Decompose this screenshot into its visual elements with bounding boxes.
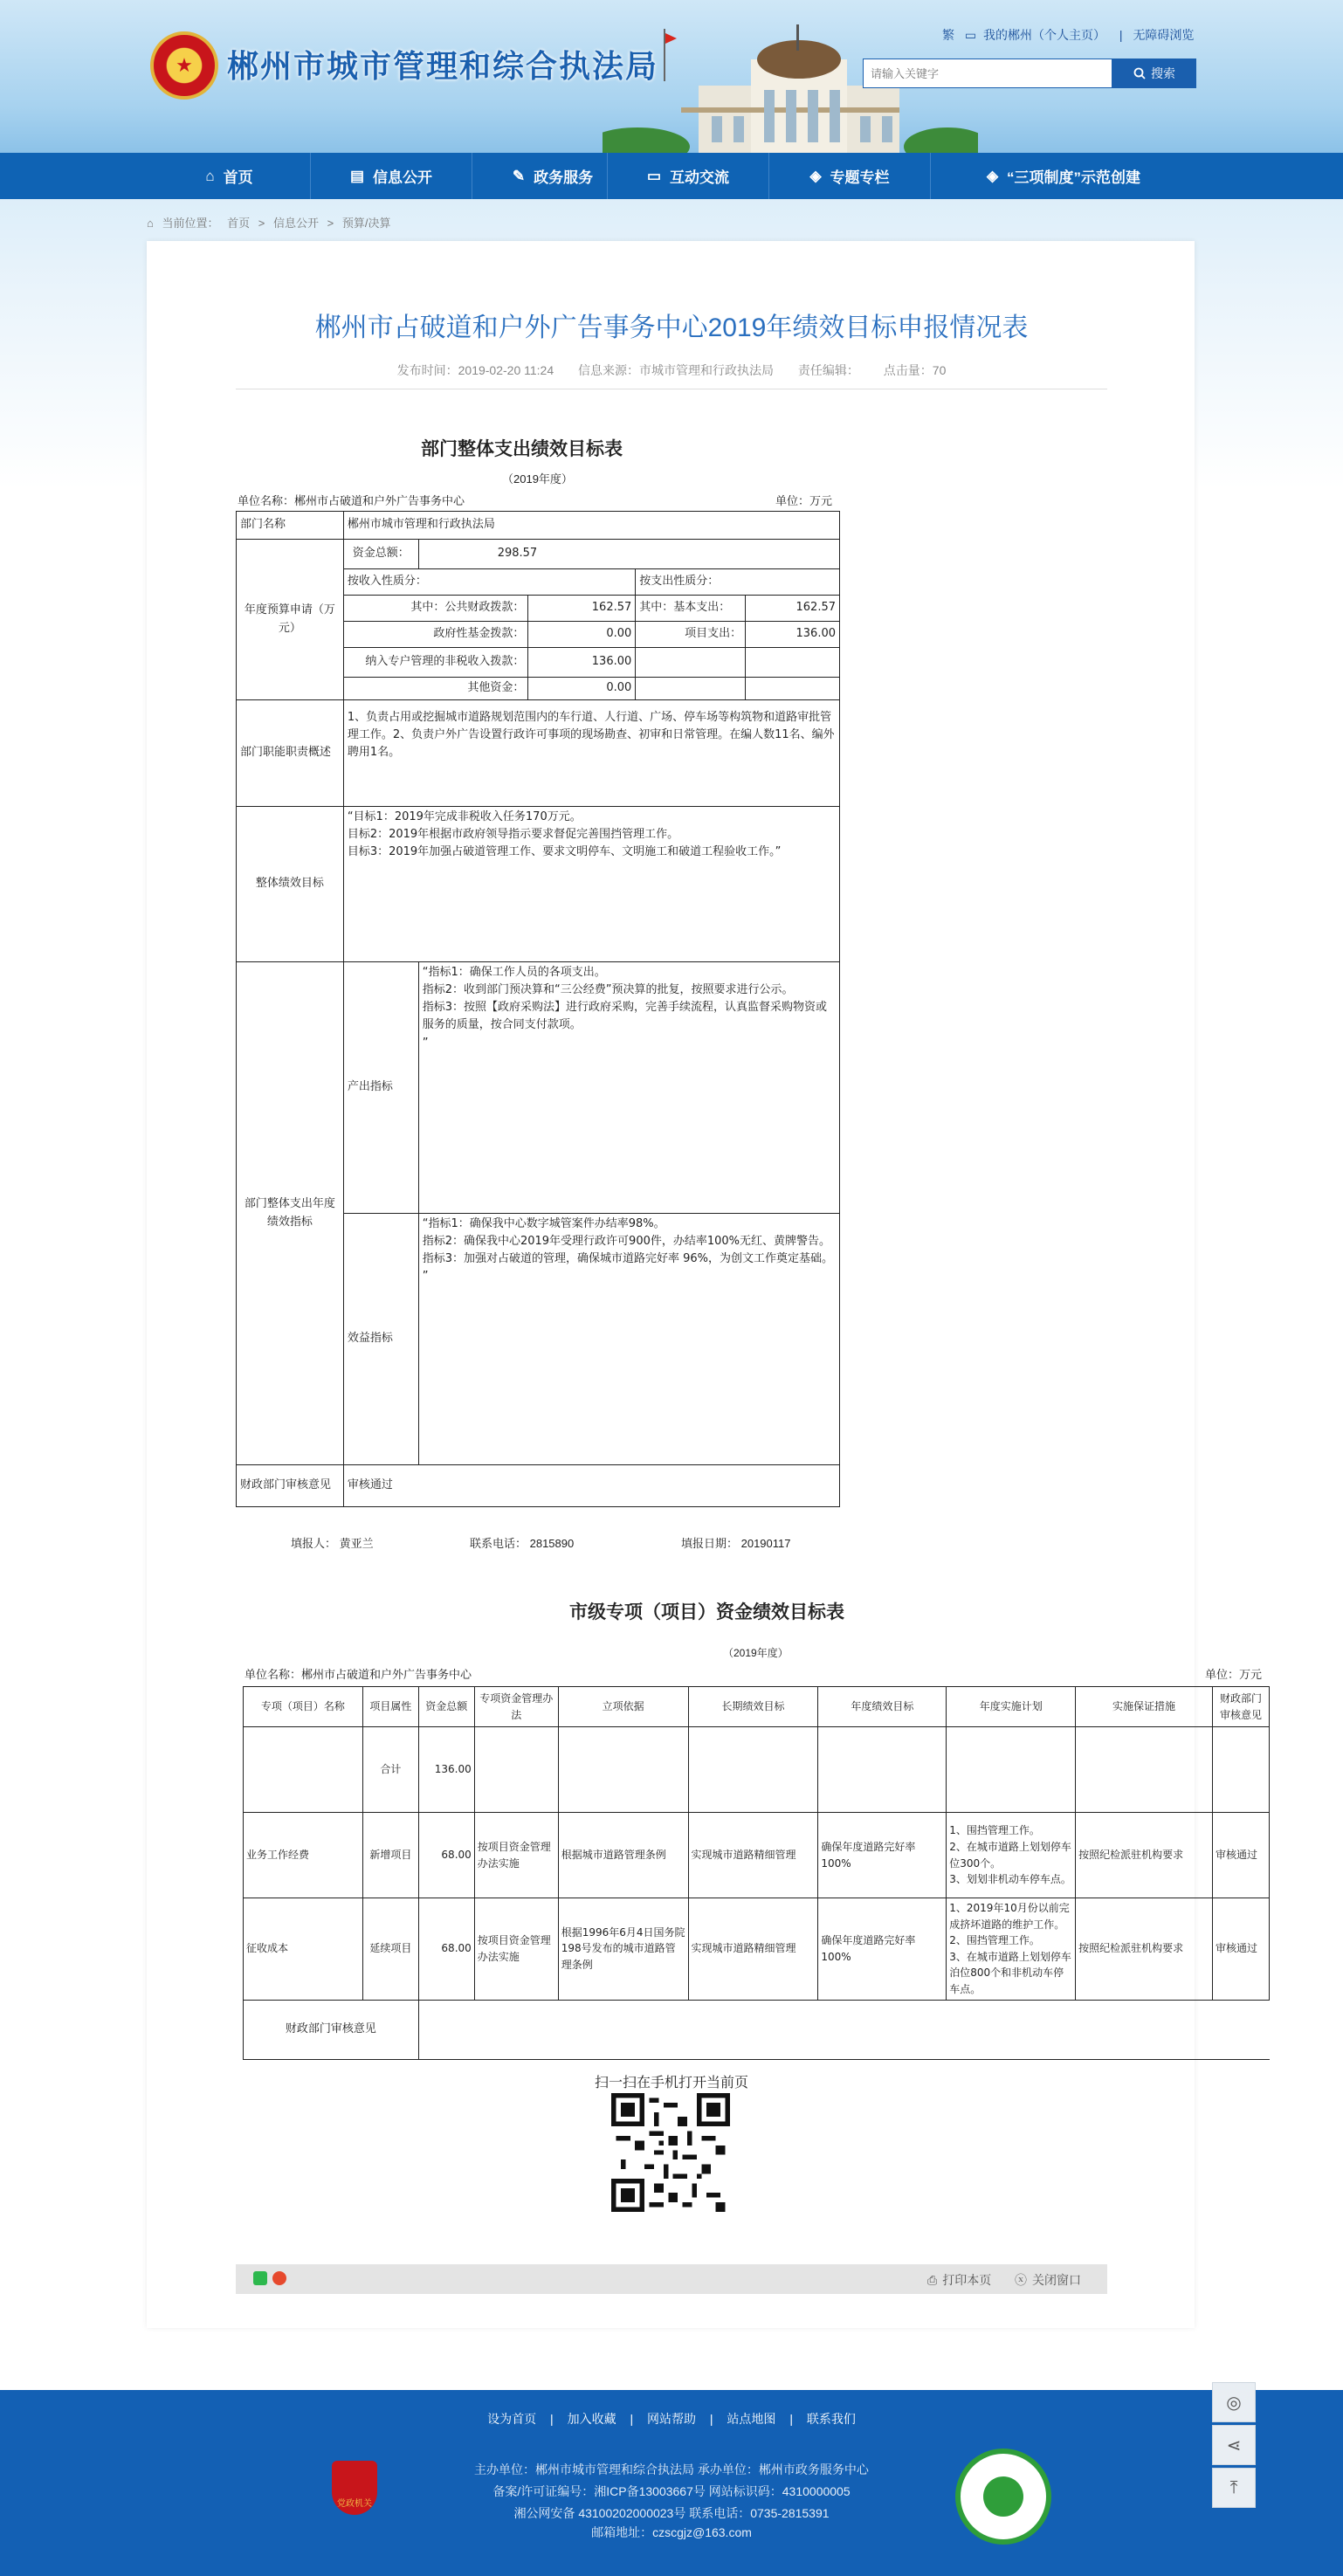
table2-unit-name: 单位名称：郴州市占破道和户外广告事务中心 [244,1668,472,1681]
footer-icp: 备案/许可证编号：湘ICP备13003667号 网站标识码：4310000005 [492,2484,851,2498]
col-header: 实施保证措施 [1076,1687,1213,1727]
project-amount: 68.00 [418,1898,474,2001]
national-emblem-icon: ★ [150,31,218,100]
col-header: 专项资金管理办法 [474,1687,558,1727]
output-text: “指标1：确保工作人员的各项支出。 指标2：收到部门预决算和“三公经费”预决算的批复，按照要求进行公示。 指标3：按照【政府采购法】进行政府采购，完善手续流程，认真监督采购物资或服务的质量，按合同支付款项。 ” [418,962,839,1214]
search-input[interactable] [871,59,1106,87]
contact-link[interactable]: 联系我们 [806,2412,856,2426]
project-basis: 根据城市道路管理条例 [558,1813,688,1898]
site-header [0,0,1343,153]
search-button[interactable] [1112,59,1196,88]
project-basis: 根据1996年6月4日国务院198号发布的城市道路管理条例 [558,1898,688,2001]
col-header: 长期绩效目标 [688,1687,818,1727]
print-label: 打印本页 [942,2273,992,2287]
project-plan: 1、2019年10月份以前完成挤坏道路的维护工作。 2、围挡管理工作。 3、在城市道路上划划停车泊位800个和非机动车停车点。 [947,1898,1076,2001]
table1-title: 部门整体支出绩效目标表 [421,437,623,459]
project-year-goal: 确保年度道路完好率100% [818,1898,947,2001]
basic-label: 其中：基本支出： [636,596,746,622]
close-window-button[interactable] [1015,2271,1081,2289]
project-method: 按项目资金管理办法实施 [474,1813,558,1898]
table-cell [418,2000,1269,2059]
weibo-share-icon[interactable] [272,2271,286,2285]
total-row-label: 合计 [362,1727,418,1813]
by-expense-label: 按支出性质分： [636,569,840,596]
nav-item-info[interactable] [310,153,472,199]
table-cell [1212,1727,1269,1813]
nav-label: 首页 [223,169,253,186]
nav-label: “三项制度”示范创建 [1007,169,1141,186]
project-long-goal: 实现城市道路精细管理 [688,1898,818,2001]
project-label: 项目支出： [636,622,746,648]
total-row-value: 136.00 [418,1727,474,1813]
project-fund-table [243,1686,1270,2060]
benefit-text: “指标1：确保我中心数字城管案件办结率98%。 指标2：确保我中心2019年受理行政许可900件，办结率100%无红、黄牌警告。 指标3：加强对占破道的管理，确保城市道路完好率 96%，为创文工作奠定基础。 ” [418,1214,839,1465]
project-long-goal: 实现城市道路精细管理 [688,1813,818,1898]
budget-label: 年度预算申请（万元） [237,540,344,700]
close-label: 关闭窗口 [1032,2273,1081,2287]
duty-text: 1、负责占用或挖掘城市道路规划范围内的车行道、人行道、广场、停车场等构筑物和道路审批管理工作。2、负责户外广告设置行政许可事项的现场勘查、初审和日常管理。在编人数11名、编外聘用1名。 [343,700,839,807]
view-count: 点击量：70 [883,363,947,377]
table-cell [244,1727,363,1813]
col-header: 专项（项目）名称 [244,1687,363,1727]
project-attr: 新增项目 [362,1813,418,1898]
stack-icon: ◈ [986,167,999,184]
other-value: 0.00 [528,678,636,700]
other-label: 其他资金： [343,678,528,700]
table-cell [474,1727,558,1813]
table2-title: 市级专项（项目）资金绩效目标表 [569,1601,844,1622]
share-float-button[interactable] [1212,2425,1256,2465]
fiscal-value: 162.57 [528,596,636,622]
article-meta [0,362,1343,379]
breadcrumb-separator: > [327,217,334,230]
breadcrumb-separator: > [258,217,265,230]
footer-police: 湘公网安备 43100202000023号 联系电话：0735-2815391 [513,2506,830,2520]
info-source: 信息来源：市城市管理和行政执法局 [578,363,775,377]
wechat-float-button[interactable] [1212,2382,1256,2422]
fiscal-label: 其中：公共财政拨款： [343,596,528,622]
table1-year: （2019年度） [502,472,573,486]
add-favorite-link[interactable]: 加入收藏 [567,2412,616,2426]
project-review: 审核通过 [1212,1898,1269,2001]
total-label: 资金总额： [343,540,418,569]
table2-year: （2019年度） [723,1647,789,1659]
accessibility-link[interactable]: 无障碍浏览 [1133,28,1195,42]
search-box [863,59,1112,88]
table-row [244,1813,1270,1898]
site-name: 郴州市城市管理和综合执法局 [227,48,659,85]
goal-label: 整体绩效目标 [237,807,344,962]
main-nav [0,153,1343,199]
traditional-chinese-link[interactable]: 繁 [942,28,954,42]
separator: | [709,2412,713,2426]
table1-unit-name: 单位名称：郴州市占破道和户外广告事务中心 [238,494,465,507]
filler: 填报人： 黄亚兰 [291,1537,374,1550]
finance-value: 审核通过 [343,1465,839,1507]
col-header: 资金总额 [418,1687,474,1727]
col-header: 项目属性 [362,1687,418,1727]
project-name: 业务工作经费 [244,1813,363,1898]
fund-value: 0.00 [528,622,636,648]
nav-item-three-systems[interactable] [930,153,1196,199]
set-homepage-link[interactable]: 设为首页 [487,2412,537,2426]
nav-label: 政务服务 [534,169,594,186]
empty-cell [636,648,746,678]
basic-value: 162.57 [746,596,840,622]
civilization-badge[interactable] [955,2449,1051,2545]
table2-finance-label: 财政部门审核意见 [244,2000,419,2059]
project-name: 征收成本 [244,1898,363,2001]
breadcrumb-budget[interactable]: 预算/决算 [341,217,391,230]
dept-value: 郴州市城市管理和行政执法局 [343,512,839,540]
empty-cell [636,678,746,700]
phone: 联系电话： 2815890 [470,1537,575,1550]
footer-email: 邮箱地址：czscgjz@163.com [591,2525,752,2539]
project-amount: 68.00 [418,1813,474,1898]
separator: | [789,2412,793,2426]
project-value: 136.00 [746,622,840,648]
share-icon: ⋖ [1226,2435,1242,2455]
location-icon: ⌂ [147,217,154,230]
share-icons [253,2271,286,2285]
table-cell [1076,1727,1213,1813]
goal-text: “目标1：2019年完成非税收入任务170万元。 目标2：2019年根据市政府领导指示要求督促完善围挡管理工作。 目标3：2019年加强占破道管理工作、要求文明停车、文明施工和破道工程验收工作。” [343,807,839,962]
print-button[interactable] [927,2271,991,2289]
nav-item-home[interactable] [148,153,310,199]
search-icon [1133,67,1146,79]
special-value: 136.00 [528,648,636,678]
empty-cell [746,648,840,678]
footer-links [0,2410,1343,2428]
col-header: 财政部门审核意见 [1212,1687,1269,1727]
nav-label: 专题专栏 [830,169,890,186]
home-icon: ⌂ [205,167,215,184]
project-year-goal: 确保年度道路完好率100% [818,1813,947,1898]
dept-performance-table [236,511,840,1507]
table-row [244,1898,1270,2001]
qr-title: 扫一扫在手机打开当前页 [594,2076,748,2090]
by-income-label: 按收入性质分： [343,569,635,596]
wechat-icon: ◎ [1226,2393,1242,2413]
fill-date: 填报日期： 20190117 [681,1537,791,1550]
document-icon: ▤ [349,167,365,184]
table-cell [818,1727,947,1813]
city-hall-building [603,24,978,155]
empty-cell [746,678,840,700]
nav-item-topics[interactable] [768,153,930,199]
edit-icon: ✎ [512,167,526,184]
article-title: 郴州市占破道和户外广告事务中心2019年绩效目标申报情况表 [314,313,1029,342]
table-cell [688,1727,818,1813]
separator: | [550,2412,554,2426]
col-header: 年度实施计划 [947,1687,1076,1727]
table-cell [558,1727,688,1813]
finance-label: 财政部门审核意见 [237,1465,344,1507]
qr-code [611,2093,730,2212]
sitemap-link[interactable]: 站点地图 [727,2412,776,2426]
indicator-label: 部门整体支出年度绩效指标 [237,962,344,1465]
total-value: 298.57 [418,540,839,569]
breadcrumb-label: 当前位置： [162,217,219,230]
project-attr: 延续项目 [362,1898,418,2001]
project-measure: 按照纪检派驻机构要求 [1076,1898,1213,2001]
breadcrumb [147,214,396,231]
project-measure: 按照纪检派驻机构要求 [1076,1813,1213,1898]
table1-unit: 单位：万元 [775,494,833,507]
printer-icon: ⎙ [927,2272,938,2287]
special-label: 纳入专户管理的非税收入拨款： [343,648,528,678]
layers-icon: ◈ [809,167,822,184]
separator: | [1119,28,1123,42]
col-header: 立项依据 [558,1687,688,1727]
separator: | [630,2412,634,2426]
fund-label: 政府性基金拨款： [343,622,528,648]
nav-label: 信息公开 [373,169,433,186]
table-cell [947,1727,1076,1813]
party-gov-badge[interactable]: 党政机关 [332,2461,377,2515]
editor: 责任编辑： [797,363,859,377]
nav-item-interact[interactable] [607,153,768,199]
dept-label: 部门名称 [237,512,344,540]
table2-unit: 单位：万元 [1205,1668,1263,1681]
duty-label: 部门职能职责概述 [237,700,344,807]
project-method: 按项目资金管理办法实施 [474,1898,558,2001]
arrow-up-icon: ⤒ [1229,2477,1238,2497]
search-button-label: 搜索 [1151,66,1175,80]
breadcrumb-info[interactable]: 信息公开 [272,217,319,230]
project-review: 审核通过 [1212,1813,1269,1898]
personal-home-link[interactable]: ▭ 我的郴州（个人主页） [964,28,1106,42]
output-label: 产出指标 [343,962,418,1214]
col-header: 年度绩效目标 [818,1687,947,1727]
wechat-share-icon[interactable] [253,2271,267,2285]
project-plan: 1、围挡管理工作。 2、在城市道路上划划停车位300个。 3、划划非机动车停车点。 [947,1813,1076,1898]
close-icon: ⓧ [1015,2273,1027,2287]
back-to-top-button[interactable] [1212,2468,1256,2508]
footer-host: 主办单位：郴州市城市管理和综合执法局 承办单位：郴州市政务服务中心 [474,2462,869,2476]
chat-icon: ▭ [646,167,662,184]
top-links [939,26,1197,44]
benefit-label: 效益指标 [343,1214,418,1465]
breadcrumb-home[interactable]: 首页 [227,217,251,230]
help-link[interactable]: 网站帮助 [647,2412,696,2426]
publish-time: 发布时间：2019-02-20 11:24 [396,363,554,377]
nav-label: 互动交流 [670,169,730,186]
